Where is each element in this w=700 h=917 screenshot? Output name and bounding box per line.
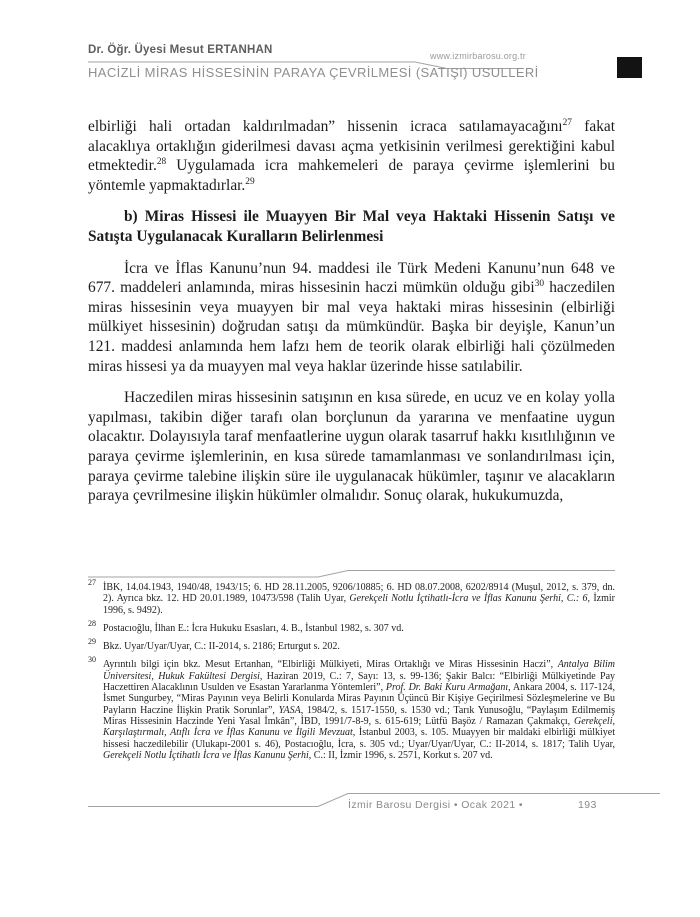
- footnote: 28 Postacıoğlu, İlhan E.: İcra Hukuku Esasları, 4. B., İstanbul 1982, s. 307 vd.: [88, 618, 404, 634]
- paragraph: İcra ve İflas Kanunu’nun 94. maddesi ile Türk Medeni Kanunu’nun 648 ve 677. maddeleri anlamında, miras hissesinin haczi mümkün olduğu gibi$^{30}$ haczedilen miras hissesinin veya muayyen bir mal veya haktaki miras hissesinin (elbirliği mülkiyet hissesinin) doğrudan satışı da mümkündür. Başka bir deyişle, Kanun’un 121. maddesi anlamında hem lafzı hem de teorik olarak elbirliği hali çözülmeden miras hissesi ya da muayyen mal veya haklar üzerinde hisse satılabilir.: [88, 259, 615, 375]
- footer-page-number: 193: [578, 799, 597, 811]
- footnote: 29 Bkz. Uyar/Uyar/Uyar, C.: II-2014, s. 2186; Erturgut s. 202.: [88, 637, 340, 653]
- footnotes-list: [88, 578, 616, 768]
- paragraph: Haczedilen miras hissesinin satışının en kısa sürede, en ucuz ve en kolay yolla yapılması, takibin diğer tarafı olan borçlunun da yararına ve menfaatine uygun olacaktır. Dolayısıyla taraf menfaatlerine uygun olarak tasarruf hakkı kısıtlılığının ve paraya çevirme işlemlerinin, en kısa sürede tamamlanması ve sonlandırılması için, paraya çevirme talebine ilişkin süre ile uygulanacak hükümler, taşınır ve alacakların paraya çevrilmesine ilişkin hükümler olmalıdır. Sonuç olarak, hukukumuzda,: [88, 389, 615, 505]
- paragraph-continuation: elbirliği hali ortadan kaldırılmadan” hissenin icraca satılamayacağını$^{27}$ fakat alacaklıya ortaklığın giderilmesi davası açma yetkisinin verilmesi gerektiğini kabul etmektedir.$^{28}$ Uygulamada icra mahkemeleri de paraya çevirme işlemlerini bu yöntemle yapmaktadırlar.$^{29}$: [88, 117, 615, 194]
- section-heading: b) Miras Hissesi ile Muayyen Bir Mal veya Haktaki Hissenin Satışı ve Satışta Uygulanacak Kuralların Belirlenmesi: [88, 208, 615, 245]
- article-title-header: HACİZLİ MİRAS HİSSESİNİN PARAYA ÇEVRİLMESİ (SATIŞI) USULLERİ: [88, 65, 539, 80]
- footnote-text: Bkz. Uyar/Uyar/Uyar, C.: II-2014, s. 2186; Erturgut s. 202.: [103, 641, 340, 653]
- website-url: www.izmirbarosu.org.tr: [430, 51, 526, 61]
- author-name: Dr. Öğr. Üyesi Mesut ERTANHAN: [88, 44, 273, 56]
- footnote: 30 Ayrıntılı bilgi için bkz. Mesut Ertanhan, “Elbirliği Mülkiyeti, Miras Ortaklığı ve Miras Hissesinin Haczi”, Antalya Bilim Üniversitesi, Hukuk Fakültesi Dergisi, Haziran 2019, C.: 7, Sayı: 13, s. 99-136; Şakir Balcı: “Elbirliği Mülkiyetinde Pay Haczettiren Alacaklının Usulden ve Esastan Yararlanma Yöntemleri”, Prof. Dr. Baki Kuru Armağanı, Ankara 2004, s. 117-124, İsmet Sungurbey, “Miras Payının veya Belirli Konularda Miras Payının Üçüncü Bir Kişiye Geçirilmesi Sözleşmelerine ve Bu Payların Haczine İlişkin Pratik Sorunlar”, YASA, 1984/2, s. 1517-1550, s. 1530 vd.; Tarık Yunusoğlu, “Paylaşım Edilmemiş Miras Hissesinin Haczinde Yeni Yasal İmkân”, İBD, 1991/7-8-9, s. 615-619; Lütfü Başöz / Ramazan Çakmakçı, Gerekçeli, Karşılaştırmalı, Atıflı İcra ve İflas Kanunu ve İlgili Mevzuat, İstanbul 2003, s. 105. Muayyen bir maldaki elbirliği mülkiyet hissesi haczedilebilir (Ulukapı-2001 s. 46), Postacıoğlu, İcra, s. 305 vd.; Uyar/Uyar/Uyar, C.: II-2014, s. 1817; Talih Uyar, Gerekçeli Notlu İçtihatlı İcra ve İflas Kanunu Şerhi, C.: II, İzmir 1996, s. 2571, Korkut s. 207 vd.: [88, 655, 616, 761]
- footnote-text: Ayrıntılı bilgi için bkz. Mesut Ertanhan, “Elbirliği Mülkiyeti, Miras Ortaklığı ve Miras Hissesinin Haczi”, Antalya Bilim Üniversitesi, Hukuk Fakültesi Dergisi, Haziran 2019, C.: 7, Sayı: 13, s. 99-136; Şakir Balcı: “Elbirliği Mülkiyetinde Pay Haczettiren Alacaklının Usulden ve Esastan Yararlanma Yöntemleri”, Prof. Dr. Baki Kuru Armağanı, Ankara 2004, s. 117-124, İsmet Sungurbey, “Miras Payının veya Belirli Konularda Miras Payının Üçüncü Bir Kişiye Geçirilmesi Sözleşmelerine ve Bu Payların Haczine İlişkin Pratik Sorunlar”, YASA, 1984/2, s. 1517-1550, s. 1530 vd.; Tarık Yunusoğlu, “Paylaşım Edilmemiş Miras Hissesinin Haczinde Yeni Yasal İmkân”, İBD, 1991/7-8-9, s. 615-619; Lütfü Başöz / Ramazan Çakmakçı, Gerekçeli, Karşılaştırmalı, Atıflı İcra ve İflas Kanunu ve İlgili Mevzuat, İstanbul 2003, s. 105. Muayyen bir maldaki elbirliği mülkiyet hissesi haczedilebilir (Ulukapı-2001 s. 46), Postacıoğlu, İcra, s. 305 vd.; Uyar/Uyar/Uyar, C.: II-2014, s. 1817; Talih Uyar, Gerekçeli Notlu İçtihatlı İcra ve İflas Kanunu Şerhi, C.: II, İzmir 1996, s. 2571, Korkut s. 207 vd.: [103, 659, 616, 761]
- article-body: [88, 117, 615, 518]
- page-edge-tab: [617, 57, 642, 78]
- footnote: 27 İBK, 14.04.1943, 1940/48, 1943/15; 6. HD 28.11.2005, 9206/10885; 6. HD 08.07.2008, 6202/8914 (Muşul, 2012, s. 379, dn. 2). Ayrıca bkz. 12. HD 20.01.1989, 10473/598 (Talih Uyar, Gerekçeli Notlu İçtihatlı-İcra ve İflas Kanunu Şerhi, C.: 6, İzmir 1996, s. 9492).: [88, 578, 616, 616]
- footnote-text: Postacıoğlu, İlhan E.: İcra Hukuku Esasları, 4. B., İstanbul 1982, s. 307 vd.: [103, 622, 404, 634]
- footnote-text: İBK, 14.04.1943, 1940/48, 1943/15; 6. HD 28.11.2005, 9206/10885; 6. HD 08.07.2008, 6202/8914 (Muşul, 2012, s. 379, dn. 2). Ayrıca bkz. 12. HD 20.01.1989, 10473/598 (Talih Uyar, Gerekçeli Notlu İçtihatlı-İcra ve İflas Kanunu Şerhi, C.: 6, İzmir 1996, s. 9492).: [103, 582, 616, 616]
- footnote-separator-rule: [88, 571, 615, 578]
- footer-journal-name: İzmir Barosu Dergisi • Ocak 2021 •: [348, 799, 524, 811]
